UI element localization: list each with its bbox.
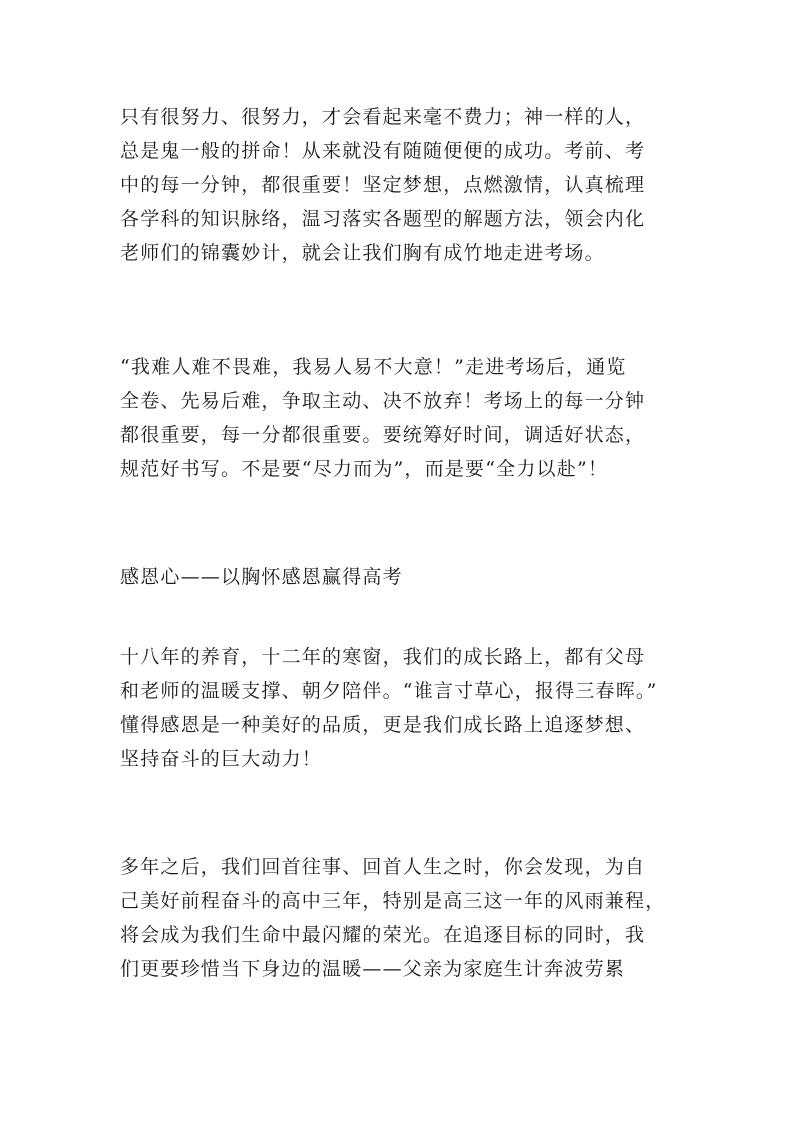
text-line: 总是鬼一般的拼命！从来就没有随随便便的成功。考前、考 [120,140,646,162]
text-line: 老师们的锦囊妙计，就会让我们胸有成竹地走进考场。 [120,242,605,264]
text-line: “我难人难不畏难，我易人易不大意！”走进考场后，通览 [120,356,627,378]
paragraph-exam-strategy [120,350,680,486]
text-line: 们更要珍惜当下身边的温暖——父亲为家庭生计奔波劳累 [120,958,626,980]
text-line: 坚持奋斗的巨大动力！ [120,748,323,770]
text-line: 懂得感恩是一种美好的品质，更是我们成长路上追逐梦想、 [120,714,646,736]
text-line: 多年之后，我们回首往事、回首人生之时，你会发现，为自 [120,856,646,878]
section-heading: 感恩心——以胸怀感恩赢得高考 [120,566,403,588]
paragraph-gratitude [120,640,680,776]
text-line: 十八年的养育，十二年的寒窗，我们的成长路上，都有父母 [120,646,646,668]
text-line: 将会成为我们生命中最闪耀的荣光。在追逐目标的同时，我 [120,924,646,946]
text-line: 规范好书写。不是要“尽力而为”，而是要“全力以赴”！ [120,458,609,480]
text-line: 全卷、先易后难，争取主动、决不放弃！考场上的每一分钟 [120,390,646,412]
text-line: 己美好前程奋斗的高中三年，特别是高三这一年的风雨兼程， [120,890,666,912]
paragraph-future [120,850,680,986]
section-heading-gratitude [120,560,680,594]
paragraph-effort [120,100,680,270]
text-line: 和老师的温暖支撑、朝夕陪伴。“谁言寸草心，报得三春晖。” [120,680,658,702]
text-line: 只有很努力、很努力，才会看起来毫不费力；神一样的人， [120,106,646,128]
text-line: 各学科的知识脉络，温习落实各题型的解题方法，领会内化 [120,208,646,230]
text-line: 中的每一分钟，都很重要！坚定梦想，点燃激情，认真梳理 [120,174,646,196]
text-line: 都很重要，每一分都很重要。要统筹好时间，调适好状态， [120,424,646,446]
